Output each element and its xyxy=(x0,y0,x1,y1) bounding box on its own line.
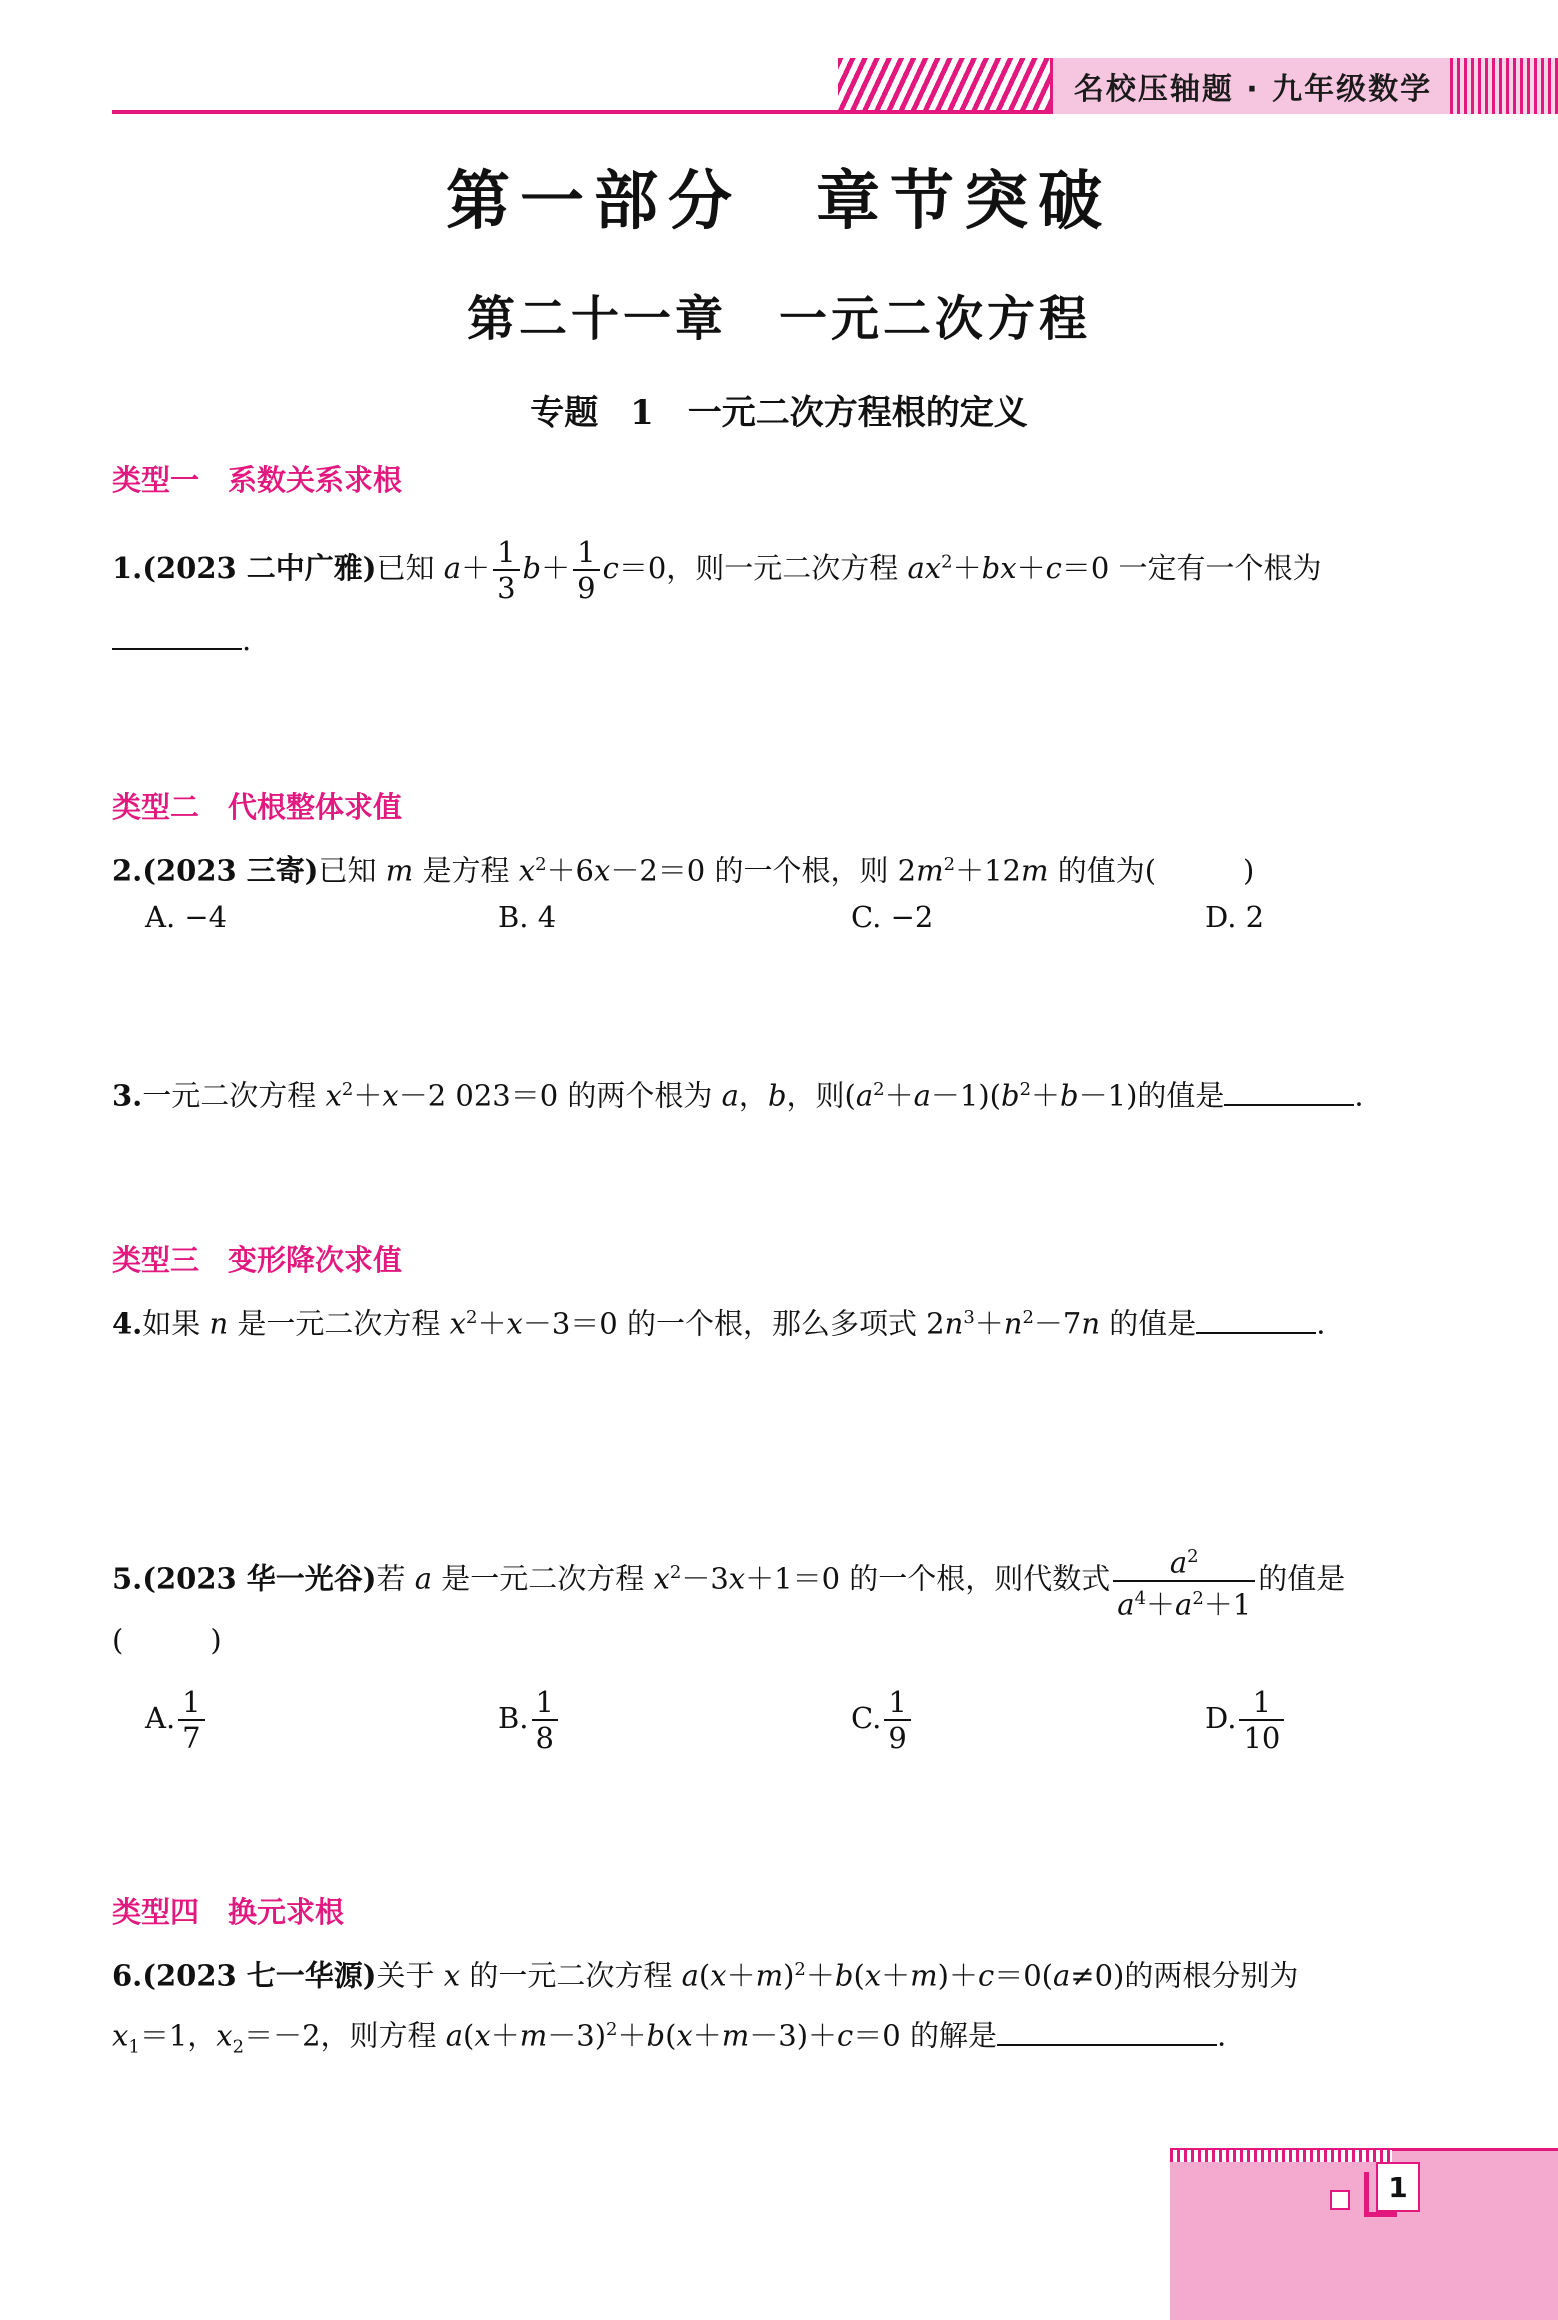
question-number: 2. xyxy=(112,853,143,888)
type-heading-1: 类型一 系数关系求根 xyxy=(112,463,403,497)
question-number: 3. xyxy=(112,1078,143,1113)
footer-stripes xyxy=(1170,2150,1392,2162)
option-numerator: 1 xyxy=(1239,1685,1284,1721)
question-source: (2023 七一华源) xyxy=(142,1958,377,1993)
q2-option-a[interactable]: A. −4 xyxy=(145,900,228,934)
option-numerator: 1 xyxy=(178,1685,204,1721)
type-heading-4: 类型四 换元求根 xyxy=(112,1895,345,1929)
page-number: 1 xyxy=(1376,2162,1420,2212)
question-text: 关于 xyxy=(376,1958,435,1993)
question-number: 5. xyxy=(112,1561,143,1596)
question-text: 若 xyxy=(376,1561,406,1596)
question-number: 4. xyxy=(112,1306,143,1341)
answer-line-1[interactable] xyxy=(112,620,251,660)
question-text-2: 一定有一个根为 xyxy=(1118,551,1322,585)
square-icon xyxy=(1330,2190,1350,2210)
part-title: 第一部分 章节突破 xyxy=(446,165,1112,239)
question-text: 已知 xyxy=(318,853,377,888)
topic-title: 专题 1 一元二次方程根的定义 xyxy=(530,393,1028,433)
question-2: 2.(2023 三寄)已知 m 是方程 $x^2+6x-2=0$ 的一个根，则 $2m^2+12m$ 的值为( ) xyxy=(112,853,1255,888)
option-numerator: 1 xyxy=(884,1685,910,1721)
question-number: 1. xyxy=(112,551,143,585)
q2-option-b[interactable]: B. 4 xyxy=(498,900,557,934)
question-5: 5.(2023 华一光谷)若 a 是一元二次方程 $x^2-3x+1=0$ 的一个根，则代数式 $\frac{a^2}{a^4+a^2+1}$ 的值是 xyxy=(112,1540,1345,1621)
option-denominator: 10 xyxy=(1243,1721,1281,1755)
option-denominator: 9 xyxy=(888,1721,907,1755)
option-denominator: 7 xyxy=(182,1721,201,1755)
q5-option-c[interactable] xyxy=(851,1685,914,1755)
question-source: (2023 华一光谷) xyxy=(142,1561,377,1596)
q2-option-c[interactable]: C. −2 xyxy=(851,900,934,934)
question-6: 6.(2023 七一华源)关于 x 的一元二次方程 $a(x+m)^2+b(x+m)+c=0(a\ne 0)$的两根分别为 xyxy=(112,1958,1299,1993)
q5-answer-paren[interactable]: ( ) xyxy=(112,1623,222,1657)
question-text: 如果 xyxy=(142,1306,201,1341)
series-label: 名校压轴题 · 九年级数学 xyxy=(1050,58,1453,114)
q2-option-d[interactable]: D. 2 xyxy=(1205,900,1265,934)
question-source: (2023 三寄) xyxy=(142,853,319,888)
question-3: 3.一元二次方程 $x^2+x-2$ 023＝0 的两个根为 a，b，则$(a^2+a-1)(b^2+b-1)$的值是 . xyxy=(112,1070,1364,1116)
option-label: C. xyxy=(851,1701,882,1735)
q5-option-a[interactable] xyxy=(145,1685,208,1755)
header-tail-stripes xyxy=(1450,58,1558,114)
type-heading-3: 类型三 变形降次求值 xyxy=(112,1243,403,1277)
question-4: 4.如果 n 是一元二次方程 $x^2+x-3=0$ 的一个根，那么多项式 $2n^3+n^2-7n$ 的值是 . xyxy=(112,1298,1326,1344)
q5-option-b[interactable] xyxy=(498,1685,561,1755)
question-1: 1.(2023 二中广雅)已知 a＋ $\frac{1}{3}$ b＋ $\frac{1}{9}$ c＝0，则一元二次方程 $ax^2+bx+c=0$ 一定有一个根为 xyxy=(112,535,1322,605)
option-numerator: 1 xyxy=(532,1685,558,1721)
question-text: 一元二次方程 xyxy=(142,1078,317,1113)
question-6-line-2: $x_1=1$，$x_2=-2$，则方程 $a(x+m-3)^2+b(x+m-3)+c=0$ 的解是 . xyxy=(112,2010,1226,2067)
question-text: 已知 xyxy=(376,551,435,585)
type-heading-2: 类型二 代根整体求值 xyxy=(112,790,403,824)
question-number: 6. xyxy=(112,1958,143,1993)
question-source: (2023 二中广雅) xyxy=(142,551,377,585)
period: . xyxy=(242,623,252,657)
option-label: B. xyxy=(498,1701,529,1735)
option-denominator: 8 xyxy=(535,1721,554,1755)
q5-option-d[interactable] xyxy=(1205,1685,1287,1755)
header-stripes xyxy=(838,58,1050,114)
chapter-title: 第二十一章 一元二次方程 xyxy=(466,291,1091,347)
option-label: D. xyxy=(1205,1701,1237,1735)
option-label: A. xyxy=(145,1701,176,1735)
